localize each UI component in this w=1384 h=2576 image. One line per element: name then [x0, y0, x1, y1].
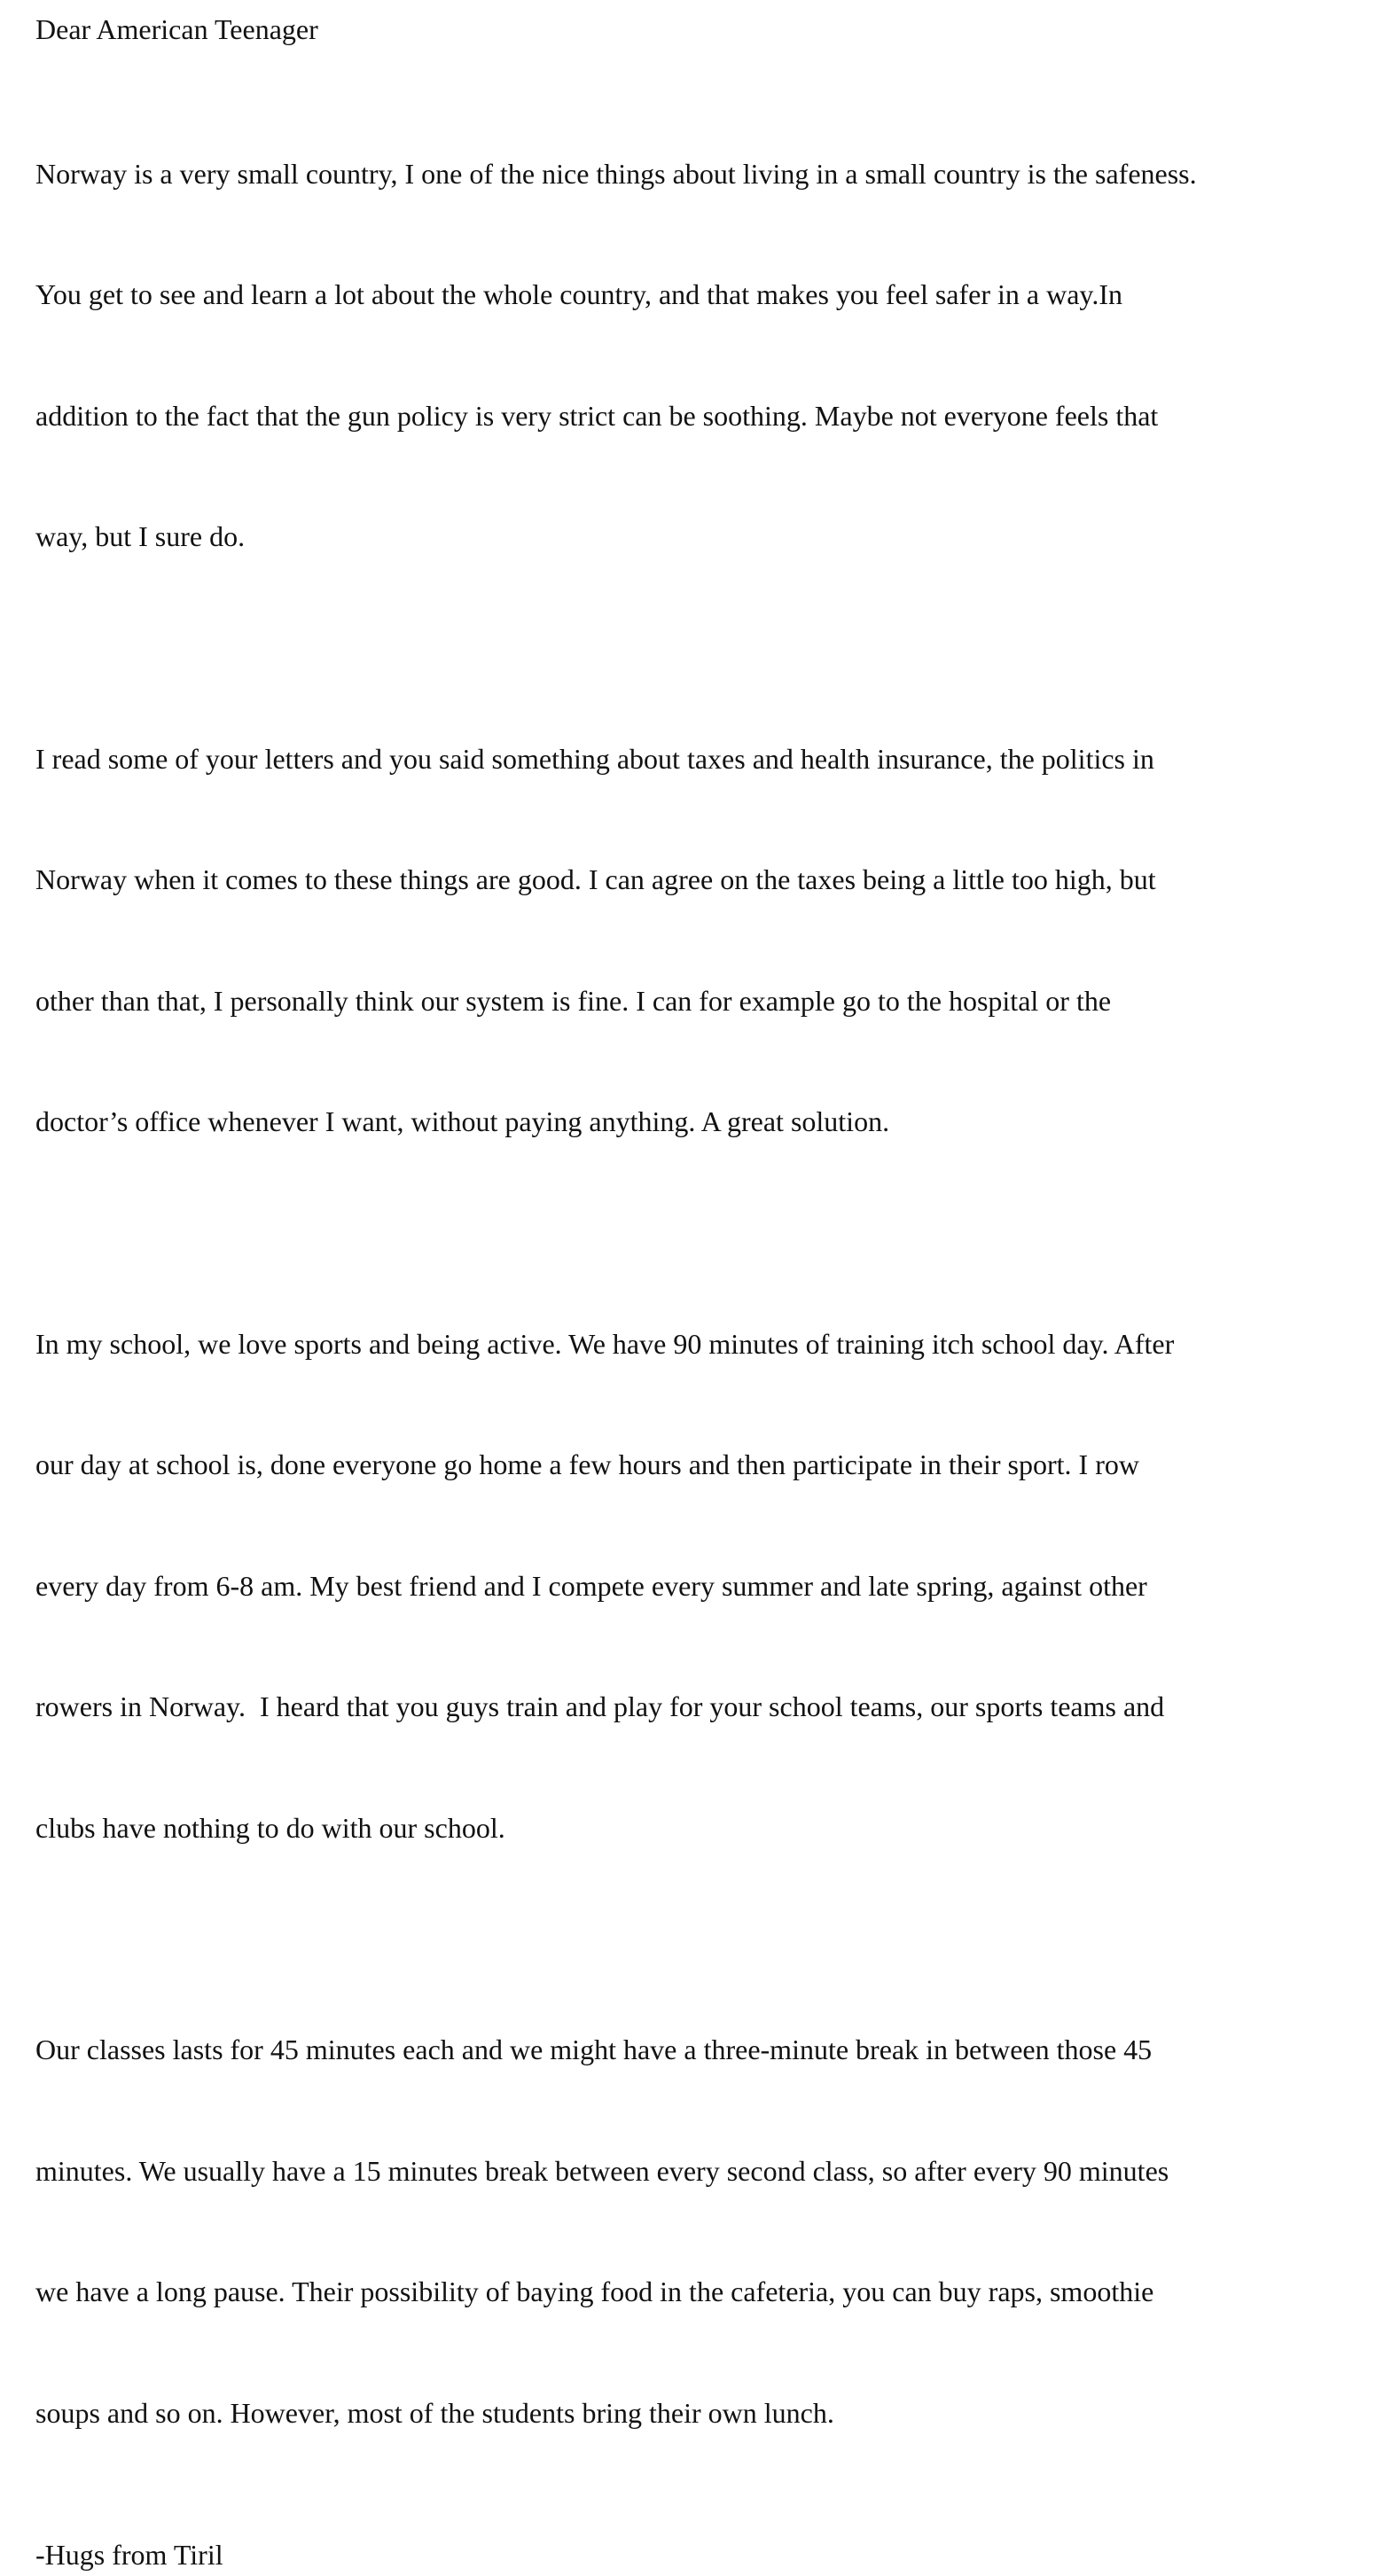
paragraph-line: In my school, we love sports and being active. We have 90 minutes of training itch school day. After [35, 1327, 1175, 1360]
paragraph-line: soups and so on. However, most of the students bring their own lunch. [35, 2396, 834, 2429]
paragraph-line: You get to see and learn a lot about the whole country, and that makes you feel safer in a way.In [35, 278, 1122, 310]
paragraph-line: we have a long pause. Their possibility of baying food in the cafeteria, you can buy raps, smoothie [35, 2275, 1154, 2307]
paragraph-safety [35, 74, 1379, 638]
paragraph-classes [35, 1949, 1379, 2514]
paragraph-line: addition to the fact that the gun policy is very strict can be soothing. Maybe not everyone feels that [35, 399, 1159, 432]
paragraph-line: every day from 6-8 am. My best friend and I compete every summer and late spring, against other [35, 1569, 1147, 1602]
paragraph-line: Norway is a very small country, I one of the nice things about living in a small country is the safeness. [35, 157, 1197, 190]
paragraph-sports [35, 1244, 1379, 1930]
paragraph-line: I read some of your letters and you said something about taxes and health insurance, the politics in [35, 742, 1154, 775]
paragraph-line: doctor’s office whenever I want, without paying anything. A great solution. [35, 1105, 890, 1137]
paragraph-taxes [35, 659, 1379, 1223]
paragraph-line: other than that, I personally think our system is fine. I can for example go to the hospital or the [35, 984, 1112, 1017]
paragraph-line: Norway when it comes to these things are good. I can agree on the taxes being a little too high, but [35, 863, 1156, 895]
paragraph-line: our day at school is, done everyone go home a few hours and then participate in their sport. I row [35, 1448, 1139, 1480]
letter-greeting: Dear American Teenager [35, 13, 318, 45]
paragraph-line: Our classes lasts for 45 minutes each and we might have a three-minute break in between those 45 [35, 2033, 1153, 2065]
letter-signoff: -Hugs from Tiril [35, 2539, 223, 2571]
letter-document [35, 0, 1379, 2576]
paragraph-line: way, but I sure do. [35, 520, 246, 552]
paragraph-line: minutes. We usually have a 15 minutes break between every second class, so after every 90 minutes [35, 2154, 1169, 2187]
paragraph-line: clubs have nothing to do with our school. [35, 1811, 505, 1844]
paragraph-line: rowers in Norway. I heard that you guys train and play for your school teams, our sports teams and [35, 1690, 1165, 1722]
